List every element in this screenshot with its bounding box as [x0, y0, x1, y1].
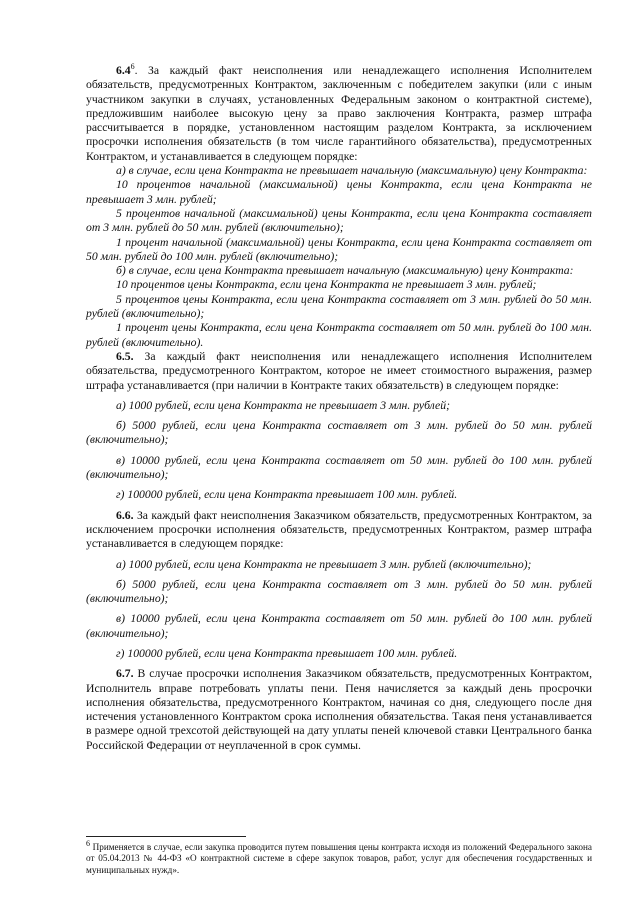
clause-text: В случае просрочки исполнения Заказчиком обязательств, предусмотренных Контрактом, Исполнитель вправе потребовать уплаты пени. Пеня начисляется за каждый день просрочки исполнения обязательства, предусмотренного Контрактом, начиная со дня, следующего после дня истечения установленного Контрактом срока исполнения обязательства. Такая пеня устанавливается в размере одной трехсотой действующей на дату уплаты пеней ключевой ставки Центрального банка Российской Федерации от неуплаченной в срок суммы.	[86, 667, 592, 752]
clause-6-4-b-item: 10 процентов цены Контракта, если цена Контракта не превышает 3 млн. рублей;	[116, 278, 537, 292]
footnote-text	[86, 838, 592, 876]
footnote-divider	[86, 836, 246, 837]
clause-number: 6.7.	[116, 667, 134, 681]
clause-6-6-item: в) 10000 рублей, если цена Контракта составляет от 50 млн. рублей до 100 млн. рублей (включительно);	[86, 612, 592, 640]
footnote-body: Применяется в случае, если закупка проводится путем повышения цены контракта исходя из положений Федерального закона от 05.04.2013 № 44-ФЗ «О контрактной системе в сфере закупок товаров, работ, услуг для обеспечения государственных и муниципальных нужд».	[86, 842, 592, 875]
clause-6-5-item: г) 100000 рублей, если цена Контракта превышает 100 млн. рублей.	[116, 488, 458, 502]
clause-6-5	[86, 350, 592, 393]
clause-6-4-b-item: 5 процентов цены Контракта, если цена Контракта составляет от 3 млн. рублей до 50 млн. рублей (включительно);	[86, 292, 592, 321]
clause-number: 6.6.	[116, 508, 134, 522]
clause-6-5-item: б) 5000 рублей, если цена Контракта составляет от 3 млн. рублей до 50 млн. рублей (включительно);	[86, 419, 592, 447]
clause-6-6	[86, 509, 592, 552]
clause-6-4-a-item: 1 процент начальной (максимальной) цены Контракта, если цена Контракта составляет от 50 млн. рублей до 100 млн. рублей (включительно);	[86, 235, 592, 263]
clause-6-6-item: г) 100000 рублей, если цена Контракта превышает 100 млн. рублей.	[116, 646, 458, 660]
clause-6-4-b-item: 1 процент цены Контракта, если цена Контракта составляет от 50 млн. рублей до 100 млн. рублей (включительно).	[86, 321, 592, 349]
clause-6-4-a-item: 5 процентов начальной (максимальной) цены Контракта, если цена Контракта составляет от 3 млн. рублей до 50 млн. рублей (включительно);	[86, 206, 592, 235]
clause-6-7	[86, 667, 592, 753]
clause-6-6-item: б) 5000 рублей, если цена Контракта составляет от 3 млн. рублей до 50 млн. рублей (включительно);	[86, 577, 592, 606]
clause-6-4-a-intro: а) в случае, если цена Контракта не превышает начальную (максимальную) цену Контракта:	[116, 164, 588, 178]
clause-text: За каждый факт неисполнения Заказчиком обязательств, предусмотренных Контрактом, за исключением просрочки исполнения обязательств, предусмотренных Контрактом, размер штрафа устанавливается в следующем порядке:	[86, 508, 592, 551]
contract-section-6	[86, 64, 592, 753]
footnote-mark: 6	[86, 838, 90, 848]
clause-6-5-item: в) 10000 рублей, если цена Контракта составляет от 50 млн. рублей до 100 млн. рублей (включительно);	[86, 453, 592, 482]
footnote	[86, 836, 592, 876]
clause-text: За каждый факт неисполнения или ненадлежащего исполнения Исполнителем обязательства, предусмотренного Контрактом, которое не имеет стоимостного выражения, размер штрафа устанавливается (при наличии в Контракте таких обязательств) в следующем порядке:	[86, 349, 592, 392]
clause-6-4-a-item: 10 процентов начальной (максимальной) цены Контракта, если цена Контракта не превышает 3 млн. рублей;	[86, 178, 592, 206]
clause-number: 6.5.	[116, 349, 134, 363]
clause-6-6-item: а) 1000 рублей, если цена Контракта не превышает 3 млн. рублей (включительно);	[116, 557, 532, 571]
footnote-ref: 6	[130, 62, 135, 72]
clause-6-4	[86, 64, 592, 164]
clause-6-5-item: а) 1000 рублей, если цена Контракта не превышает 3 млн. рублей;	[116, 398, 450, 412]
clause-6-4-b-intro: б) в случае, если цена Контракта превышает начальную (максимальную) цену Контракта:	[116, 264, 574, 278]
clause-number: 6.4	[116, 64, 131, 77]
clause-text: . За каждый факт неисполнения или ненадлежащего исполнения Исполнителем обязательств, предусмотренных Контрактом, заключенным с победителем закупки (или с иным участником закупки в случаях, установленных Федеральным законом о контрактной системе), предложившим наиболее высокую цену за право заключения Контракта, размер штрафа рассчитывается в порядке, установленном настоящим разделом Контракта, за исключением просрочки исполнения обязательств (в том числе гарантийного обязательства), предусмотренных Контрактом, и устанавливается в следующем порядке:	[86, 64, 592, 163]
